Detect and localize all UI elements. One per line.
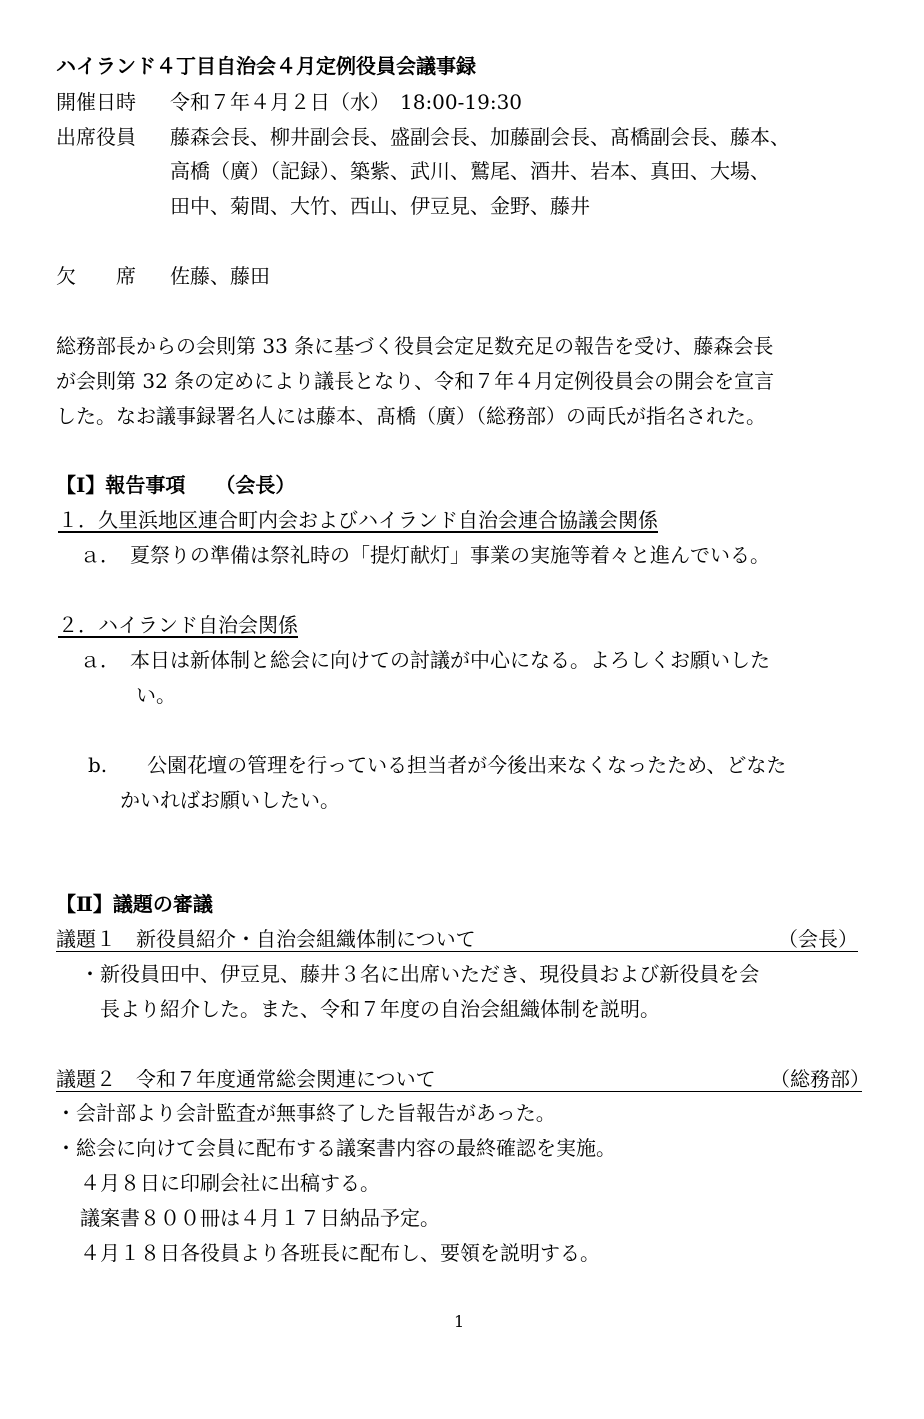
section2-heading: 【Ⅱ】議題の審議	[56, 892, 213, 916]
absent-label: 欠 席	[56, 264, 136, 288]
section1-item2-a-line: い。	[136, 683, 176, 707]
section1-item1-a: ａ． 夏祭りの準備は祭礼時の「提灯献灯」事業の実施等着々と進んでいる。	[80, 543, 770, 567]
section1-item2-b-line: b. 公園花壇の管理を行っている担当者が今後出来なくなったため、どなた	[88, 753, 787, 777]
section1-item2-title	[58, 611, 298, 639]
agenda1-line: ・新役員田中、伊豆見、藤井３名に出席いただき、現役員および新役員を会	[80, 962, 760, 986]
agenda1-underline	[56, 951, 858, 952]
attendees-line: 高橋（廣）（記録）、築紫、武川、鷲尾、酒井、岩本、真田、大場、	[170, 159, 770, 183]
agenda2-line: ４月８日に印刷会社に出稿する。	[80, 1171, 380, 1195]
agenda2-underline	[56, 1091, 862, 1092]
section1-item1-title	[58, 506, 658, 534]
intro-line: が会則第 32 条の定めにより議長となり、令和７年４月定例役員会の開会を宣言	[56, 369, 775, 393]
document-title: ハイランド４丁目自治会４月定例役員会議事録	[56, 54, 476, 78]
agenda1-title: 議題１ 新役員紹介・自治会組織体制について	[56, 927, 476, 951]
agenda1-owner: （会長）	[778, 927, 858, 951]
absent-members: 佐藤、藤田	[170, 264, 270, 288]
section1-item2-title-text: ２．ハイランド自治会関係	[58, 613, 298, 637]
agenda2-owner: （総務部）	[770, 1067, 870, 1091]
agenda1-line: 長より紹介した。また、令和７年度の自治会組織体制を説明。	[100, 997, 660, 1021]
attendees-label: 出席役員	[56, 125, 136, 149]
section1-item2-b-line: かいればお願いしたい。	[120, 788, 340, 812]
section1-item1-title-text: １．久里浜地区連合町内会およびハイランド自治会連合協議会関係	[58, 508, 658, 532]
section1-item2-a-line: ａ． 本日は新体制と総会に向けての討議が中心になる。よろしくお願いした	[80, 648, 770, 672]
page-number: 1	[454, 1312, 465, 1331]
intro-line: した。なお議事録署名人には藤本、髙橋（廣）（総務部）の両氏が指名された。	[56, 404, 766, 428]
section1-heading: 【Ⅰ】報告事項 （会長）	[56, 473, 296, 497]
attendees-line: 藤森会長、柳井副会長、盛副会長、加藤副会長、髙橋副会長、藤本、	[170, 125, 790, 149]
intro-line: 総務部長からの会則第 33 条に基づく役員会定足数充足の報告を受け、藤森会長	[56, 334, 774, 358]
agenda2-line: ４月１８日各役員より各班長に配布し、要領を説明する。	[80, 1241, 600, 1265]
agenda2-title: 議題２ 令和７年度通常総会関連について	[56, 1067, 436, 1091]
meeting-date: 令和７年４月２日（水） 18:00-19:30	[170, 90, 523, 114]
agenda2-line: 議案書８００冊は４月１７日納品予定。	[80, 1206, 440, 1230]
agenda2-line: ・会計部より会計監査が無事終了した旨報告があった。	[56, 1101, 556, 1125]
attendees-line: 田中、菊間、大竹、西山、伊豆見、金野、藤井	[170, 194, 590, 218]
meeting-date-label: 開催日時	[56, 90, 136, 114]
agenda2-line: ・総会に向けて会員に配布する議案書内容の最終確認を実施。	[56, 1136, 616, 1160]
